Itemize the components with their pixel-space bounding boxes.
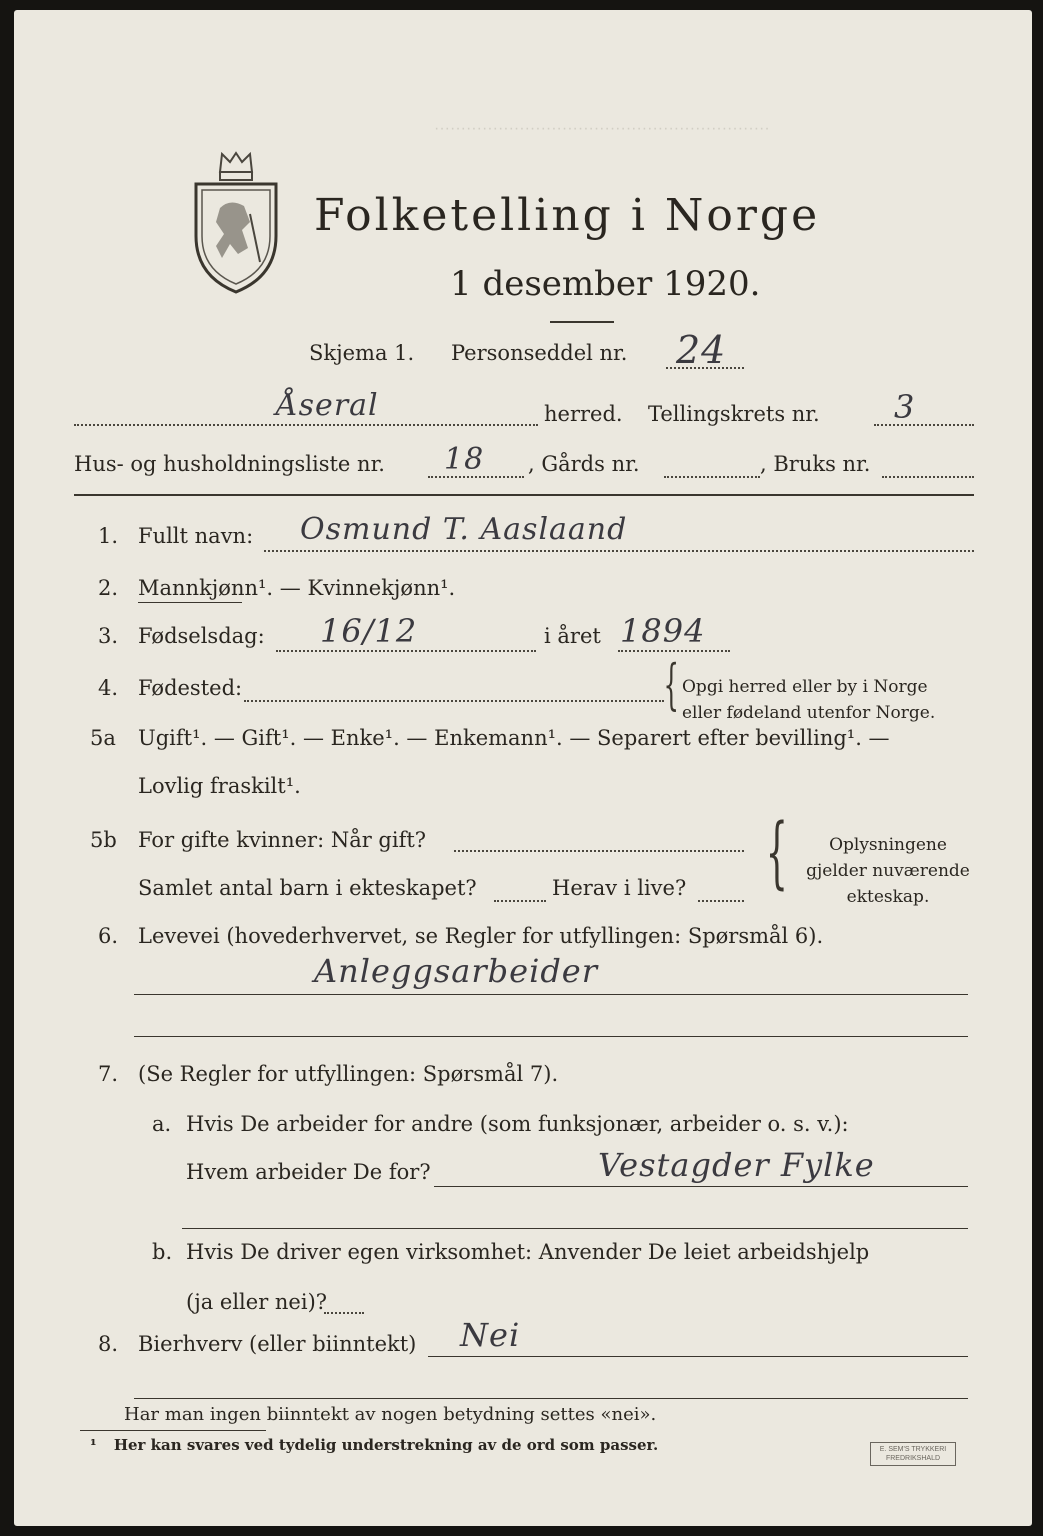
q7b-line1: Hvis De driver egen virksomhet: Anvender De leiet arbeidshjelp <box>186 1240 870 1264</box>
personseddel-label: Personseddel nr. <box>451 341 628 365</box>
census-date: 1 desember 1920. <box>450 264 761 304</box>
title-divider <box>550 321 614 323</box>
q8-number: 8. <box>98 1332 119 1356</box>
form-title: Folketelling i Norge <box>314 190 821 241</box>
tellingskrets-label: Tellingskrets nr. <box>648 402 820 426</box>
q3-label: Fødselsdag: <box>138 624 265 648</box>
q3-number: 3. <box>98 624 119 648</box>
q5b-note-line3: ekteskap. <box>846 887 930 907</box>
q4-number: 4. <box>98 676 119 700</box>
q3-year-label: i året <box>544 624 601 648</box>
gards-label: , Gårds nr. <box>528 452 640 476</box>
footnote-mark: ¹ <box>90 1436 97 1454</box>
q6-label: Levevei (hovederhvervet, se Regler for utfyllingen: Spørsmål 6). <box>138 924 824 948</box>
q8-value: Nei <box>460 1316 521 1354</box>
tellingskrets-value: 3 <box>894 388 916 426</box>
q5b-note <box>798 832 978 910</box>
q6-line1[interactable] <box>134 994 968 995</box>
q4-label: Fødested: <box>138 676 243 700</box>
q5a-line1: Ugift¹. — Gift¹. — Enke¹. — Enkemann¹. — Separert efter bevilling¹. — <box>138 726 890 750</box>
q7a-line2: Hvem arbeider De for? <box>186 1160 431 1184</box>
q5b-alive-label: Herav i live? <box>552 876 687 900</box>
printer-stamp: E. SEM'S TRYKKERI FREDRIKSHALD <box>870 1442 956 1466</box>
q1-label: Fullt navn: <box>138 524 254 548</box>
bruks-field[interactable] <box>882 476 974 478</box>
q4-note-line2: eller fødeland utenfor Norge. <box>682 703 936 723</box>
q8-line2[interactable] <box>134 1398 968 1399</box>
coat-of-arms-icon <box>190 150 282 296</box>
q5b-brace: { <box>765 808 788 898</box>
q3-year-field[interactable] <box>618 650 730 652</box>
q4-field[interactable] <box>244 700 664 702</box>
gards-field[interactable] <box>664 476 760 478</box>
tellingskrets-field[interactable] <box>874 424 974 426</box>
q5b-alive-field[interactable] <box>698 900 744 902</box>
herred-label: herred. <box>544 402 623 426</box>
q4-brace: { <box>663 653 679 716</box>
q3-day-value: 16/12 <box>320 612 418 650</box>
q7-label: (Se Regler for utfyllingen: Spørsmål 7). <box>138 1062 559 1086</box>
q5b-number: 5b <box>90 828 117 852</box>
q5b-children-field[interactable] <box>494 900 546 902</box>
q7b-number: b. <box>152 1240 173 1264</box>
q7a-line-extra[interactable] <box>182 1228 968 1229</box>
q5b-when-field[interactable] <box>454 850 744 852</box>
q5b-line2: Samlet antal barn i ekteskapet? <box>138 876 477 900</box>
q7a-field[interactable] <box>434 1186 968 1187</box>
q3-year-value: 1894 <box>620 612 706 650</box>
q6-line2[interactable] <box>134 1036 968 1037</box>
footer-divider <box>80 1430 266 1431</box>
q6-value: Anleggsarbeider <box>314 952 599 990</box>
q4-note-line1: Opgi herred eller by i Norge <box>682 677 928 697</box>
q2-underline-mannkjonn <box>138 602 242 603</box>
census-form <box>14 10 1032 1526</box>
bruks-label: , Bruks nr. <box>760 452 871 476</box>
q5a-line2: Lovlig fraskilt¹. <box>138 774 301 798</box>
herred-field[interactable] <box>74 424 538 426</box>
q3-day-field[interactable] <box>276 650 536 652</box>
q7a-value: Vestagder Fylke <box>598 1146 875 1184</box>
q1-number: 1. <box>98 524 119 548</box>
hus-label: Hus- og husholdningsliste nr. <box>74 452 385 476</box>
bleed-through-text: ······························································· <box>434 120 770 137</box>
footnote-text: Her kan svares ved tydelig understrekning av de ord som passer. <box>113 1436 659 1454</box>
q5a-number: 5a <box>90 726 116 750</box>
q4-note <box>682 674 935 726</box>
herred-value: Åseral <box>276 388 379 423</box>
footer-note: Har man ingen biinntekt av nogen betydning settes «nei». <box>124 1404 657 1425</box>
q8-label: Bierhverv (eller biinntekt) <box>138 1332 417 1356</box>
q6-number: 6. <box>98 924 119 948</box>
q5b-note-line1: Oplysningene <box>829 835 947 855</box>
q7b-field[interactable] <box>324 1312 364 1314</box>
q7b-line2: (ja eller nei)? <box>186 1290 328 1314</box>
footnote <box>90 1436 658 1454</box>
q1-field[interactable] <box>264 550 974 552</box>
personseddel-value: 24 <box>676 328 727 372</box>
q2-label: Mannkjønn¹. — Kvinnekjønn¹. <box>138 576 456 600</box>
q5b-line1: For gifte kvinner: Når gift? <box>138 828 427 852</box>
hus-value: 18 <box>444 442 485 477</box>
header-divider <box>74 494 974 496</box>
q5b-note-line2: gjelder nuværende <box>806 861 970 881</box>
q2-number: 2. <box>98 576 119 600</box>
q1-value: Osmund T. Aaslaand <box>300 512 628 547</box>
q8-field[interactable] <box>428 1356 968 1357</box>
q7a-number: a. <box>152 1112 172 1136</box>
q7-number: 7. <box>98 1062 119 1086</box>
q7a-line1: Hvis De arbeider for andre (som funksjonær, arbeider o. s. v.): <box>186 1112 849 1136</box>
schema-label: Skjema 1. <box>309 341 415 365</box>
